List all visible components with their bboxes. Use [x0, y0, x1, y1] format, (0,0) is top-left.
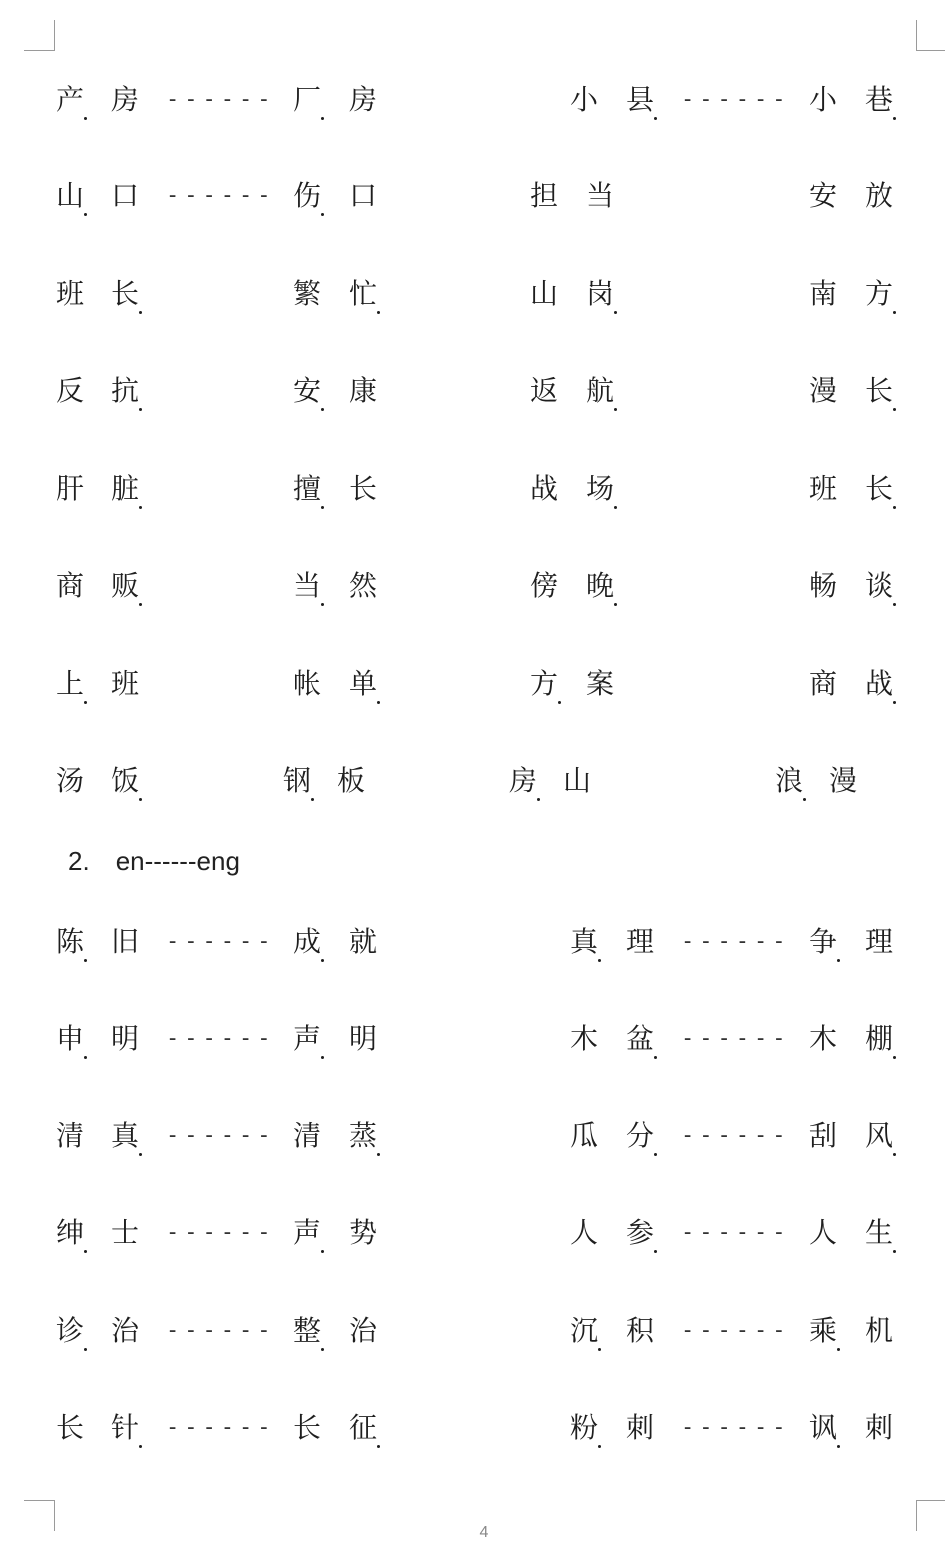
word-pair-row: [0, 1311, 945, 1351]
word-character: 当: [585, 179, 614, 212]
corner-mark-top-right: [916, 20, 945, 51]
word-pair-row: [0, 922, 945, 962]
word-character: 返: [529, 374, 558, 407]
word-pair-row: [0, 1213, 945, 1253]
dash-connector: ------: [681, 1026, 791, 1051]
word-character: 旧: [110, 925, 139, 958]
word-character: 长: [292, 1411, 321, 1444]
word-character: 声: [292, 1213, 322, 1253]
word-character: 清: [292, 1119, 321, 1152]
word-character: 治: [110, 1314, 139, 1347]
word-character: 盆: [625, 1019, 655, 1059]
word-character: 担: [529, 179, 558, 212]
word-character: 反: [55, 374, 84, 407]
dash-connector: ------: [681, 87, 791, 112]
word-character: 理: [864, 925, 893, 958]
word-character: 航: [585, 371, 615, 411]
word-character: 肝: [55, 472, 84, 505]
word-character: 积: [625, 1314, 654, 1347]
word-character: 谈: [864, 566, 894, 606]
word-character: 巷: [864, 80, 894, 120]
word-character: 房: [348, 83, 377, 116]
word-character: 木: [808, 1022, 837, 1055]
word-character: 清: [55, 1119, 84, 1152]
word-character: 繁: [292, 277, 321, 310]
dash-connector: ------: [681, 1220, 791, 1245]
word-character: 蒸: [348, 1116, 378, 1156]
word-character: 晚: [585, 566, 615, 606]
word-character: 商: [55, 569, 84, 602]
word-character: 山: [562, 764, 591, 797]
word-pair-row: [0, 469, 945, 509]
word-character: 治: [348, 1314, 377, 1347]
word-character: 战: [864, 664, 894, 704]
word-character: 当: [292, 566, 322, 606]
word-character: 畅: [808, 569, 837, 602]
word-character: 场: [585, 469, 615, 509]
word-pair-row: [0, 1019, 945, 1059]
word-character: 乘: [808, 1311, 838, 1351]
word-pair-row: [0, 176, 945, 216]
word-character: 房: [508, 761, 538, 801]
word-character: 长: [864, 371, 894, 411]
word-character: 擅: [292, 469, 322, 509]
word-character: 班: [808, 472, 837, 505]
word-character: 饭: [110, 761, 140, 801]
word-character: 小: [808, 83, 837, 116]
word-character: 粉: [569, 1408, 599, 1448]
word-character: 山: [55, 176, 85, 216]
word-pair-row: [0, 664, 945, 704]
word-character: 人: [808, 1216, 837, 1249]
word-character: 刮: [808, 1119, 837, 1152]
word-character: 然: [348, 569, 377, 602]
dash-connector: ------: [681, 929, 791, 954]
word-character: 机: [864, 1314, 893, 1347]
dash-connector: ------: [166, 1220, 276, 1245]
word-character: 漫: [828, 764, 857, 797]
word-character: 漫: [808, 374, 837, 407]
word-character: 真: [569, 922, 599, 962]
word-character: 士: [110, 1216, 139, 1249]
word-character: 声: [292, 1019, 322, 1059]
section-number: 2.: [68, 846, 90, 876]
word-character: 刺: [864, 1411, 893, 1444]
word-pair-row: [0, 371, 945, 411]
word-pair-row: [0, 761, 945, 801]
word-character: 绅: [55, 1213, 85, 1253]
word-character: 贩: [110, 566, 140, 606]
word-character: 申: [55, 1019, 85, 1059]
word-character: 沉: [569, 1311, 599, 1351]
word-character: 帐: [292, 667, 321, 700]
word-character: 刺: [625, 1411, 654, 1444]
word-character: 长: [110, 274, 140, 314]
word-character: 长: [55, 1411, 84, 1444]
word-character: 真: [110, 1116, 140, 1156]
word-character: 长: [864, 469, 894, 509]
word-character: 汤: [55, 764, 84, 797]
word-character: 方: [529, 664, 559, 704]
word-pair-row: [0, 80, 945, 120]
dash-connector: ------: [681, 1415, 791, 1440]
word-character: 长: [348, 472, 377, 505]
word-character: 安: [292, 371, 322, 411]
word-character: 傍: [529, 569, 558, 602]
dash-connector: ------: [681, 1318, 791, 1343]
word-character: 伤: [292, 176, 322, 216]
page-number: 4: [479, 1524, 489, 1541]
word-character: 班: [110, 667, 139, 700]
word-character: 分: [625, 1116, 655, 1156]
word-character: 明: [110, 1022, 139, 1055]
word-character: 就: [348, 925, 377, 958]
word-character: 安: [808, 179, 837, 212]
word-character: 征: [348, 1408, 378, 1448]
word-character: 忙: [348, 274, 378, 314]
dash-connector: ------: [166, 1026, 276, 1051]
dash-connector: ------: [166, 929, 276, 954]
word-character: 小: [569, 83, 598, 116]
word-character: 讽: [808, 1408, 838, 1448]
word-character: 方: [864, 274, 894, 314]
word-character: 岗: [585, 274, 615, 314]
word-character: 参: [625, 1213, 655, 1253]
word-character: 脏: [110, 469, 140, 509]
dash-connector: ------: [166, 1123, 276, 1148]
word-character: 诊: [55, 1311, 85, 1351]
word-character: 板: [336, 764, 365, 797]
word-character: 理: [625, 925, 654, 958]
word-character: 战: [529, 472, 558, 505]
word-character: 商: [808, 667, 837, 700]
word-character: 明: [348, 1022, 377, 1055]
word-character: 风: [864, 1116, 894, 1156]
dash-connector: ------: [166, 87, 276, 112]
word-character: 康: [348, 374, 377, 407]
word-character: 成: [292, 922, 322, 962]
word-character: 口: [110, 179, 139, 212]
word-character: 争: [808, 922, 838, 962]
word-character: 瓜: [569, 1119, 598, 1152]
word-character: 口: [348, 179, 377, 212]
word-pair-row: [0, 274, 945, 314]
word-character: 南: [808, 277, 837, 310]
corner-mark-top-left: [24, 20, 55, 51]
word-pair-row: [0, 1116, 945, 1156]
word-character: 整: [292, 1311, 322, 1351]
word-character: 陈: [55, 922, 85, 962]
word-character: 山: [529, 277, 558, 310]
dash-connector: ------: [166, 1415, 276, 1440]
section-title: en------eng: [115, 846, 240, 876]
word-character: 人: [569, 1216, 598, 1249]
word-character: 木: [569, 1022, 598, 1055]
word-character: 生: [864, 1213, 894, 1253]
word-character: 势: [348, 1216, 377, 1249]
word-character: 上: [55, 664, 85, 704]
word-character: 案: [585, 667, 614, 700]
dash-connector: ------: [166, 1318, 276, 1343]
word-character: 单: [348, 664, 378, 704]
word-character: 抗: [110, 371, 140, 411]
word-character: 班: [55, 277, 84, 310]
word-character: 棚: [864, 1019, 894, 1059]
section-heading: [68, 843, 240, 879]
word-character: 厂: [292, 80, 322, 120]
word-character: 放: [864, 179, 893, 212]
word-character: 针: [110, 1408, 140, 1448]
word-character: 产: [55, 80, 85, 120]
word-pair-row: [0, 566, 945, 606]
word-character: 浪: [774, 761, 804, 801]
dash-connector: ------: [166, 183, 276, 208]
word-character: 县: [625, 80, 655, 120]
word-character: 房: [110, 83, 139, 116]
word-character: 钢: [282, 761, 312, 801]
dash-connector: ------: [681, 1123, 791, 1148]
word-pair-row: [0, 1408, 945, 1448]
